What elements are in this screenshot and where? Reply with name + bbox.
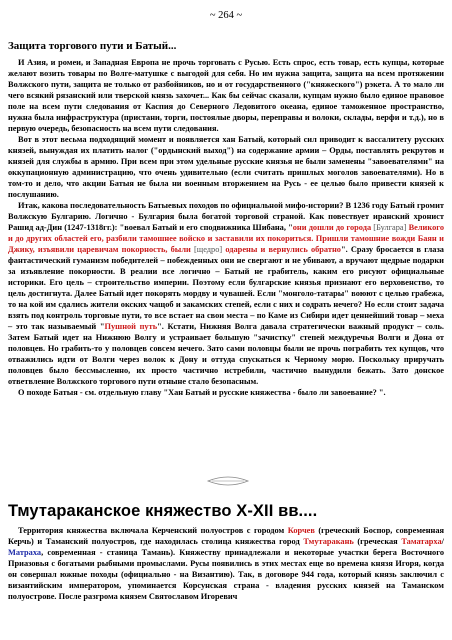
place-name: Таматарха: [401, 537, 442, 546]
paragraph-2: Вот в этот весьма подходящий момент и появляется хан Батый, который сил приводит к вассалитету русских князей, вынуждая их платить налог ("ордынский выход") на содержание армии – Орды, поставлять рекрутов и князей для службы в армию. При всем при этом удельные русские князья не были заменены "завоевателями" на оккупационную администрацию, что очень удивительно (если считать пришлых моголов завоевателями). Но в том-то и дело, что акции Батыя не была ни военным вторжением на Русь - ее целью было привести князей к послушанию.: [8, 135, 444, 199]
paragraph-3-text: ". Кстати, Нижняя Волга давала стратегически важный продукт – соль. Затем Батый идет на Нижнюю Волгу и устраивает большую "зачистку" степей междуречья Волги и Дона от половцев. Но грабить-то у половцев совсем нечего. Зато сами половцы были не прочь пограбить тех купцов, что отважились идти от Волги через волок к Дону и оттуда спускаться к Черному морю. Поскольку приручать половцев было бессмысленно, их просто частично истребили, частично вынудили бежать. Зато донское ответвление Волжского торгового пути отныне стало безопасным.: [8, 322, 445, 386]
paragraph-5-text: Территория княжества включала Керченский полуостров с городом: [18, 526, 288, 535]
fur-route-term: Пушной путь: [104, 322, 158, 331]
section-body: [8, 57, 444, 398]
quote-red: они дошли до города: [292, 223, 372, 232]
paragraph-5: [8, 525, 444, 602]
page-number: ~ 264 ~: [209, 10, 243, 21]
quote-insert: [щедро]: [190, 245, 226, 254]
chapter-heading: Тмутараканское княжество X-XII вв....: [8, 502, 318, 520]
paragraph-4: О походе Батыя - см. отдельную главу "Хан Батый и русские княжества - было ли завоевание? ".: [18, 388, 386, 397]
paragraph-3: [8, 200, 444, 387]
place-name: Корчев: [287, 526, 315, 535]
place-name: Тмутаракань: [303, 537, 354, 546]
paragraph-5-text: /: [441, 537, 444, 546]
ornament-divider: [206, 475, 250, 487]
quote-red: одарены и вернулись обратно: [225, 245, 341, 254]
paragraph-5-text: , современная - станица Тамань). Княжеству принадлежали и некоторые участки берега Восточного Приазовья с богатыми рыбными промыслами. Русы появились в этих местах еще во времена князя Игоря, когда он совершал южные походы (официально - на Византию). Так, в договоре 944 года, который князь заключил с византийским императором, упоминается Корсунская страна - владения русских князей на Таманском полуострове. После разгрома князем Святославом Игоревич: [8, 548, 444, 601]
section-heading: Защита торгового пути и Батый...: [8, 40, 177, 52]
paragraph-3-text: Итак, какова последовательность Батыевых походов по официальной мифо-истории? В 1236 году Батый громит Волжскую Булгарию. Логично - Булгария была богатой торговой страной. Как повествует иранский хронист Рашид ад-Дин (1247-1318гг.): "воевал Батый и его сподвижника Шибана, ": [8, 201, 444, 232]
paragraph-5-text: (греческая: [353, 537, 402, 546]
quote-red: Великого и до других областей его, разбили тамошнее войско и заставили их покориться. Пришли тамошние вожди Баян и Джику, изъявили царевичам покорность, были: [8, 223, 444, 254]
chapter-body: [8, 525, 444, 602]
paragraph-3-text: ". Сразу бросается в глаза фантастический гуманизм победителей – побежденных они не свергают и не убивают, а вручают щедрые подарки за изъявление покорности. В реалии все логично – Батый не грабитель, каким его рисуют официальные историки. Его цель – строительство империи. Поэтому если булгарские князья признают его верховенство, то цель достигнута. Далее Батый идет покорять мордву и чувашей. Если "монголо-татары" воюют с целью грабежа, то на кой им сдались жители окских чащоб и закамских степей, если с них и содрать нечего? Но если стоит задача взять под контроль торговые пути, то все встает на свои места – по Каме из Сибири идет ценнейший товар – меха – это так называемый ": [8, 245, 444, 331]
place-name: Матраха: [8, 548, 42, 557]
paragraph-5-text: (греческий Боспор, современная Керчь) и Таманский полуостров, где находилась столица княжества город: [8, 526, 445, 546]
quote-insert: [Булгара]: [371, 223, 409, 232]
paragraph-1: И Азия, и ромеи, и Западная Европа не прочь торговать с Русью. Есть спрос, есть товар, есть купцы, которые желают возить товары по Волге-матушке с выгодой для себя. Но им нужна защита, защита на всем протяжении Волжского пути, защита не только от разбойников, но и от государственного ("княжеского") рэкета. А то мало ли чего всякий рязанский или тверской князь захочет... Как бы сейчас сказали, купцам нужно было единое правовое поле на всем пути следования от Каспия до Северного Ледовитого океана, единое таможенное пространство, нужна была инфраструктура (пристани, торги, постоялые дворы, переправы и волоки, склады, верфи и т.д.), но в первую очередь, безопасность на всем пути следования.: [8, 58, 444, 133]
